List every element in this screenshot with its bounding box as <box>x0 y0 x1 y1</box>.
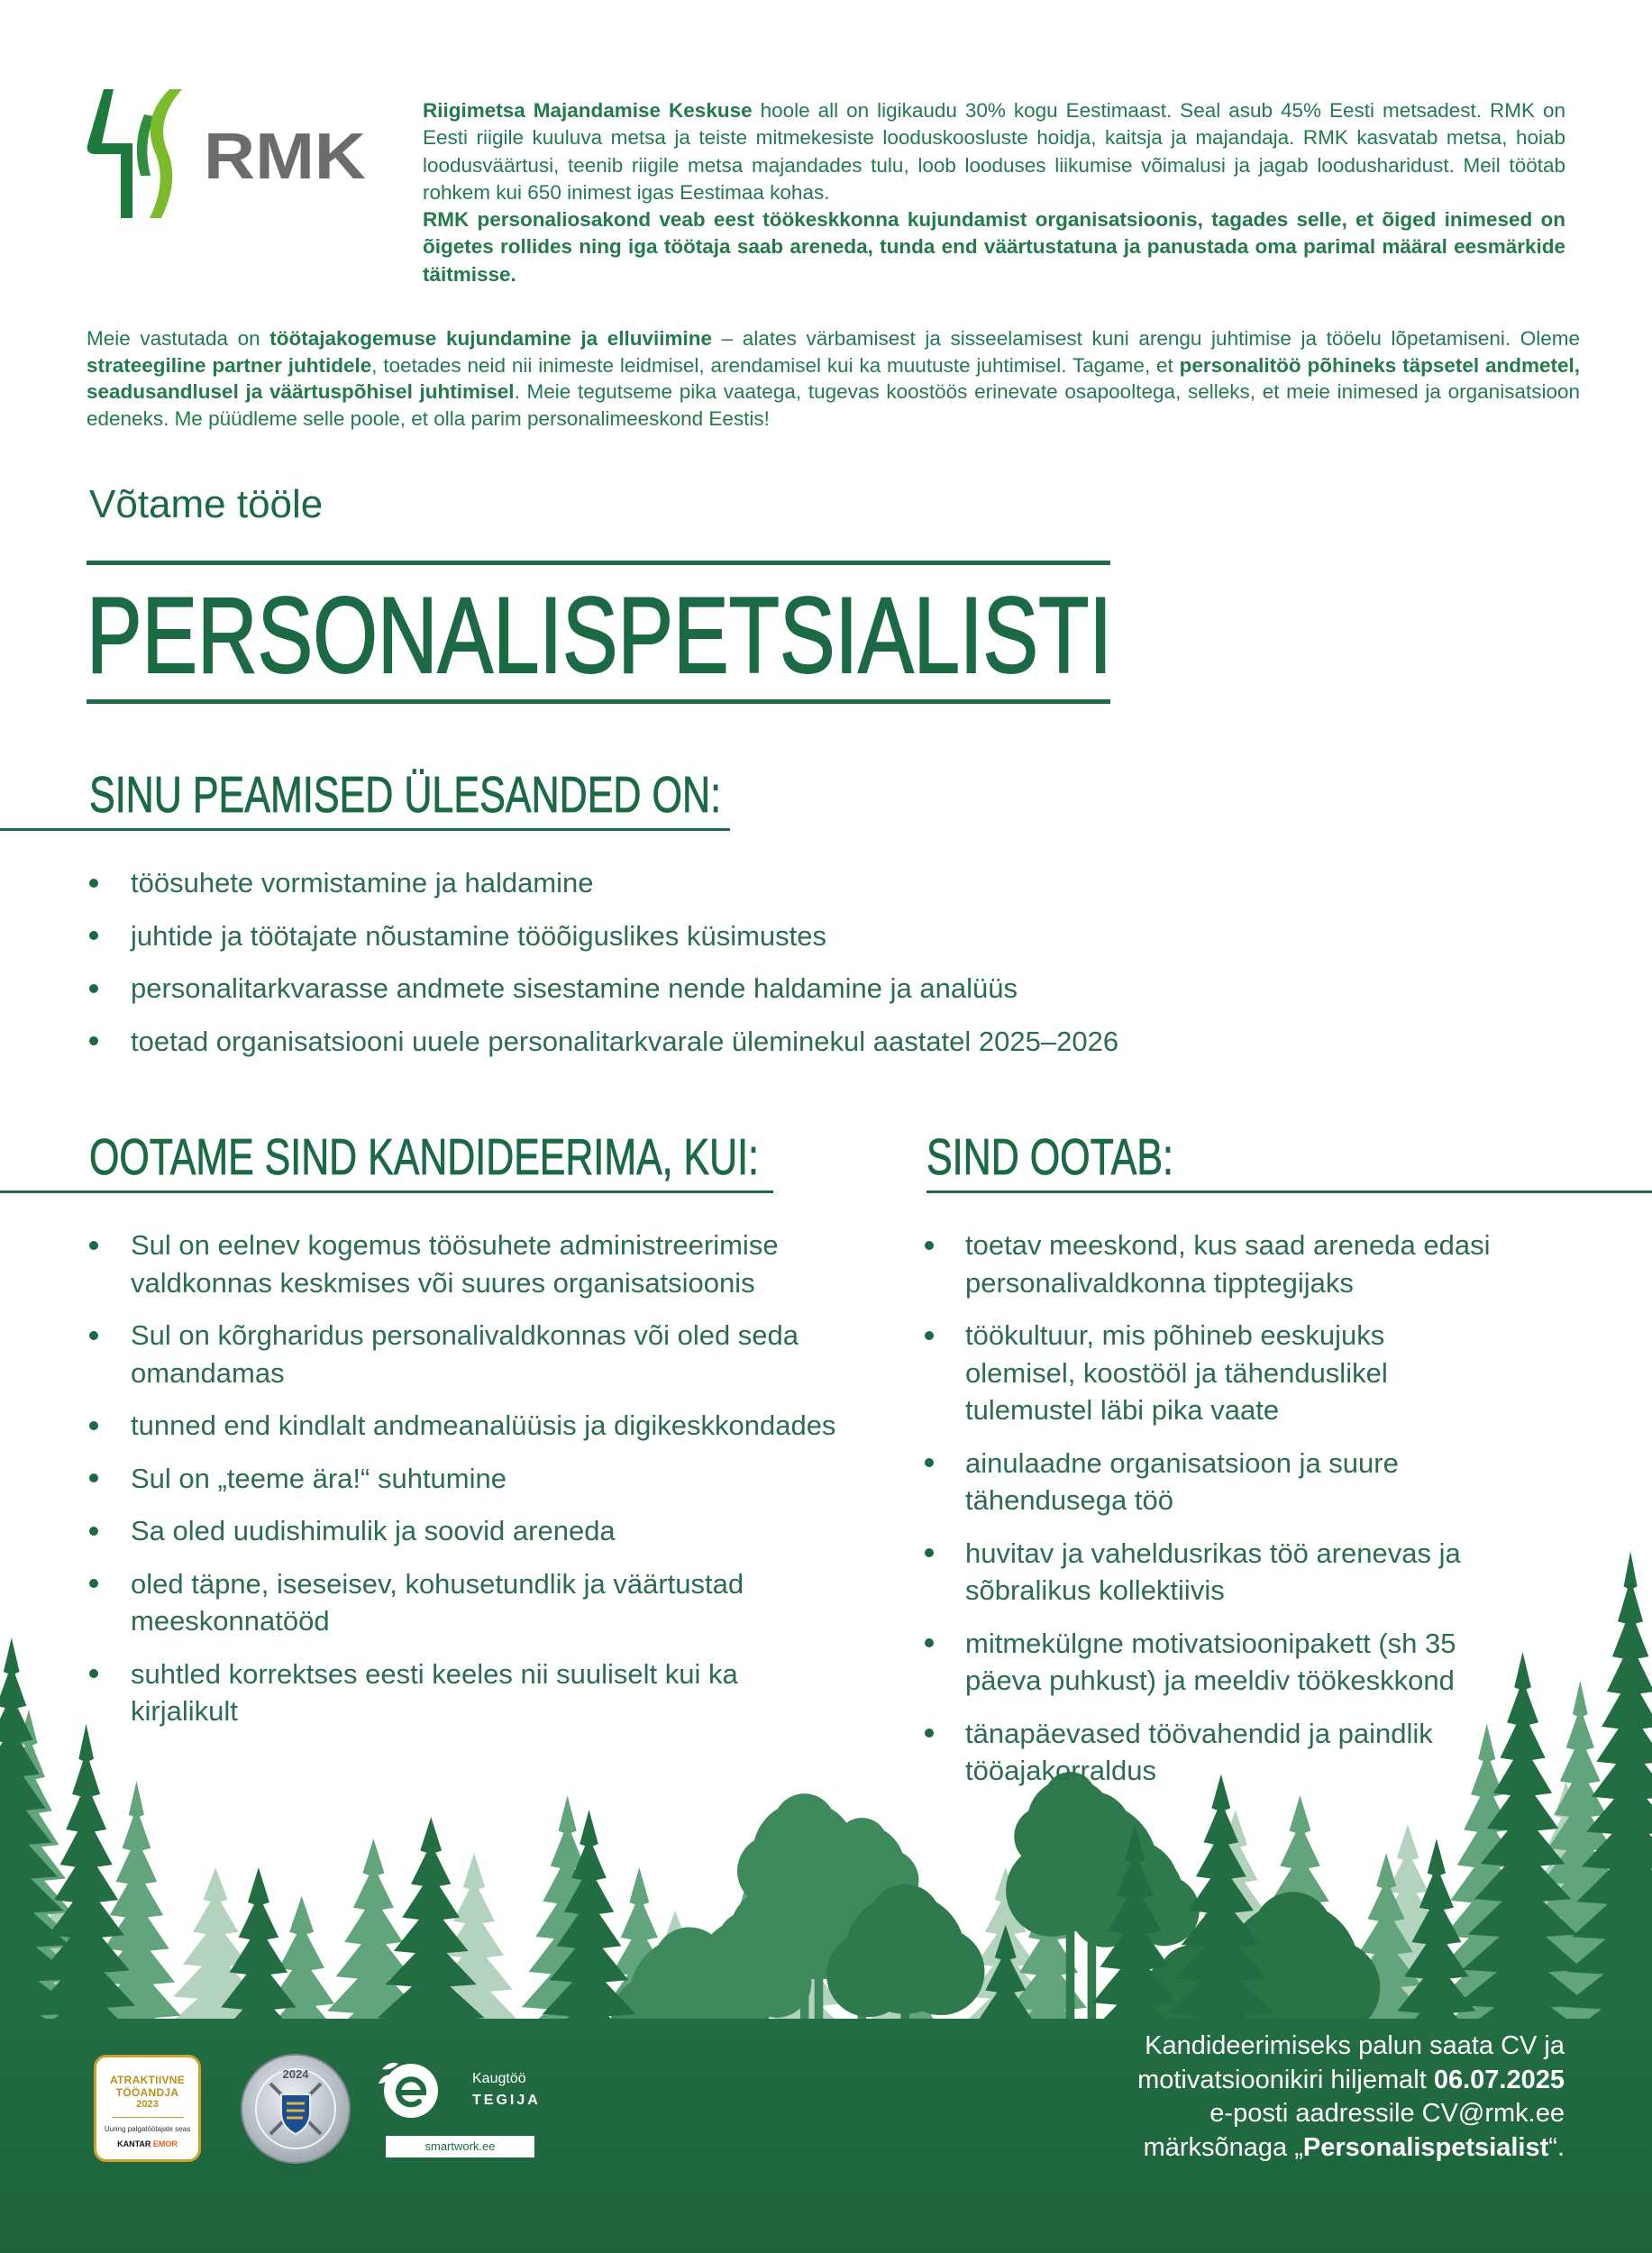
tree-crown <box>717 1911 776 1970</box>
deadline-date: 06.07.2025 <box>1433 2065 1565 2094</box>
seal-year: 2024 <box>282 2067 309 2081</box>
seal-badge-icon <box>240 2053 351 2165</box>
contact-text: märksõnaga „ <box>1143 2132 1303 2162</box>
list-item-line: olemisel, koostööl ja tähenduslikel <box>965 1356 1388 1389</box>
list-item-line: ainulaadne organisatsioon ja suure <box>965 1446 1399 1479</box>
application-instructions <box>1137 2030 1565 2165</box>
mission-text: . Meie tegutseme pika vaatega, tugevas koostöös erinevate osapooltega, selleks, et meie inimesed ja organisatsioon edeneks. Me püüdleme selle poole, et olla parim personalimeeskond Eestis! <box>87 380 1580 430</box>
tree-crown <box>869 1884 941 1957</box>
bullet-icon <box>925 1331 934 1340</box>
list-item <box>131 1023 1118 1061</box>
bullet-icon <box>89 879 98 888</box>
list-item <box>131 917 1118 955</box>
list-item-line: töökultuur, mis põhineb eeskujuks <box>965 1319 1385 1351</box>
attractive-employer-badge <box>94 2055 201 2162</box>
list-item-line: tunned end kindlalt andmeanalüüsis ja digikeskkondades <box>131 1409 836 1441</box>
list-item-line: personalivaldkonna tipptegijaks <box>965 1266 1354 1299</box>
list-item-line: meeskonnatööd <box>131 1605 330 1637</box>
job-kicker: Võtame tööle <box>89 482 324 526</box>
list-item-text: juhtide ja töötajate nõustamine tööõiguslikes küsimustes <box>131 919 827 952</box>
rmk-logo-icon <box>87 89 187 218</box>
badge-divider <box>112 2117 184 2118</box>
list-item <box>131 1407 835 1445</box>
contact-email-line: e-posti aadressile CV@rmk.ee <box>1209 2099 1565 2128</box>
contact-line <box>1137 2064 1565 2098</box>
intro-paragraph-1-text: hoole all on ligikaudu 30% kogu Eestimaast. Seal asub 45% Eesti metsadest. RMK on Eesti riigile kuuluva metsa ja teiste mitmekesiste looduskoosluste hoidja, kaitsja ja majandaja. RMK kasvatab metsa, hoiab loodusväärtusi, teenib riigile metsa majandades tulu, loob looduses liikumise võimalusi ja jagab loodusharidust. Meil töötab rohkem kui 650 inimest igas Eestimaa kohas. <box>423 99 1565 204</box>
contact-line <box>1137 2131 1565 2166</box>
mission-paragraph <box>87 325 1580 432</box>
badge-note: Uuring palgatöötajate seas <box>104 2125 191 2133</box>
list-item-line: suhtled korrektses eesti keeles nii suuliselt kui ka <box>131 1657 738 1690</box>
badge-title-line-2: TÖÖANDJA <box>115 2086 179 2099</box>
list-item-line: tulemustel läbi pika vaate <box>965 1394 1280 1426</box>
bullet-icon <box>89 1527 98 1536</box>
list-item-text: töösuhete vormistamine ja haldamine <box>131 867 594 898</box>
list-item <box>965 1227 1491 1301</box>
mission-text: , toetades neid nii inimeste leidmisel, arendamisel kui ka muutuste juhtimisel. Tagame, et <box>371 353 1180 377</box>
intro-org-name: Riigimetsa Majandamise Keskuse <box>423 99 753 122</box>
offer-heading-rule <box>926 1190 1652 1193</box>
list-item <box>965 1535 1491 1610</box>
list-item-text: toetad organisatsiooni uuele personalitarkvarale üleminekul aastatel 2025–2026 <box>131 1025 1119 1057</box>
tasks-heading-rule <box>0 828 730 831</box>
remote-work-subtitle: TEGIJA <box>472 2093 541 2108</box>
badge-brand <box>96 2138 198 2150</box>
logo-lime-curve <box>150 89 182 218</box>
mission-highlight: strateegiline partner juhtidele <box>87 353 372 377</box>
remote-work-e-icon <box>377 2057 442 2121</box>
contact-text: “. <box>1548 2132 1565 2162</box>
list-item <box>131 970 1118 1008</box>
badge-brand-1: KANTAR <box>117 2139 151 2148</box>
tasks-list <box>131 864 1118 1075</box>
list-item-line: kirjalikult <box>131 1695 238 1727</box>
list-item-line: tööajakorraldus <box>965 1755 1156 1786</box>
badge-year: 2023 <box>136 2099 159 2110</box>
list-item-line: mitmekülgne motivatsioonipakett (sh 35 <box>965 1627 1456 1659</box>
badge-title-line-1: ATRAKTIIVNE <box>109 2074 186 2086</box>
list-item-line: tänapäevased töövahendid ja paindlik <box>965 1717 1433 1749</box>
mission-text: – alates värbamisest ja sisseelamisest kuni arengu juhtimise ja tööelu lõpetamiseni. Oleme <box>712 327 1581 350</box>
requirements-list <box>131 1227 835 1746</box>
remote-work-badge <box>377 2053 539 2165</box>
list-item <box>131 1565 835 1640</box>
list-item-line: omandamas <box>131 1356 285 1389</box>
intro-paragraph-1 <box>423 97 1565 206</box>
list-item-line: päeva puhkust) ja meeldiv töökeskkond <box>965 1665 1455 1696</box>
mission-highlight: töötajakogemuse kujundamine ja elluviimine <box>269 327 713 350</box>
tasks-heading: SINU PEAMISED ÜLESANDED ON: <box>89 766 722 824</box>
list-item-text: personalitarkvarasse andmete sisestamine nende haldamine ja analüüs <box>131 972 1018 1004</box>
list-item-line: valdkonnas keskmises või suures organisatsioonis <box>131 1266 755 1299</box>
bullet-icon <box>89 1421 98 1430</box>
remote-work-site: smartwork.ee <box>386 2136 534 2157</box>
list-item-line: huvitav ja vaheldusrikas töö arenevas ja <box>965 1537 1461 1569</box>
offer-heading: SIND OOTAB: <box>926 1128 1174 1186</box>
badge-brand-2: EMOR <box>152 2139 178 2148</box>
title-rule-bottom <box>87 699 1110 704</box>
job-title: PERSONALISPETSIALISTI <box>87 575 1113 696</box>
bullet-icon <box>925 1241 934 1250</box>
list-item <box>131 864 1118 902</box>
intro-paragraph-2 <box>423 206 1565 288</box>
list-item-line: sõbralikus kollektiivis <box>965 1574 1225 1606</box>
logo-dark-stroke <box>87 89 132 218</box>
offer-list <box>965 1227 1491 1805</box>
list-item <box>965 1715 1491 1790</box>
bullet-icon <box>89 1331 98 1340</box>
rmk-logo-text: RMK <box>204 121 367 193</box>
requirements-heading: OOTAME SIND KANDIDEERIMA, KUI: <box>89 1128 759 1186</box>
list-item-line: oled täpne, iseseisev, kohusetundlik ja väärtustad <box>131 1567 744 1600</box>
tree-crown <box>836 1818 888 1869</box>
list-item <box>965 1317 1491 1429</box>
requirements-heading-rule <box>0 1190 773 1193</box>
list-item-line: Sa oled uudishimulik ja soovid areneda <box>131 1515 616 1546</box>
list-item-line: tähendusega töö <box>965 1484 1173 1516</box>
mission-text: Meie vastutada on <box>87 327 270 350</box>
list-item <box>131 1512 835 1550</box>
tree-crown <box>1254 1892 1333 1971</box>
contact-text: motivatsioonikiri hiljemalt <box>1137 2065 1434 2094</box>
mission-highlight: personalitöö põhineks täpsetel andmetel, seadusandlusel ja väärtuspõhisel juhtimisel <box>87 353 1580 404</box>
bullet-icon <box>89 984 98 993</box>
list-item <box>965 1445 1491 1519</box>
intro-text <box>423 97 1565 288</box>
title-rule-top <box>87 561 1110 565</box>
application-keyword: Personalispetsialist <box>1302 2132 1549 2162</box>
contact-line: Kandideerimiseks palun saata CV ja <box>1145 2031 1565 2060</box>
list-item-line: toetav meeskond, kus saad areneda edasi <box>965 1229 1491 1261</box>
intro-paragraph-2-text: RMK personaliosakond veab eest töökeskkonna kujundamist organisatsioonis, tagades selle, et õiged inimesed on õigetes rollides ning iga töötaja saab areneda, tunda end väärtustatuna ja panustada oma parimal määral eesmärkide täitmisse. <box>423 208 1565 286</box>
list-item-line: Sul on eelnev kogemus töösuhete administreerimise <box>131 1229 779 1261</box>
list-item <box>131 1227 835 1301</box>
list-item <box>131 1460 835 1498</box>
list-item <box>965 1625 1491 1700</box>
list-item <box>131 1656 835 1730</box>
list-item-line: Sul on „teeme ära!“ suhtumine <box>131 1462 507 1494</box>
list-item <box>131 1317 835 1391</box>
list-item-line: Sul on kõrgharidus personalivaldkonnas või oled seda <box>131 1319 799 1351</box>
bullet-icon <box>89 1241 98 1250</box>
remote-work-title: Kaugtöö <box>472 2071 526 2086</box>
